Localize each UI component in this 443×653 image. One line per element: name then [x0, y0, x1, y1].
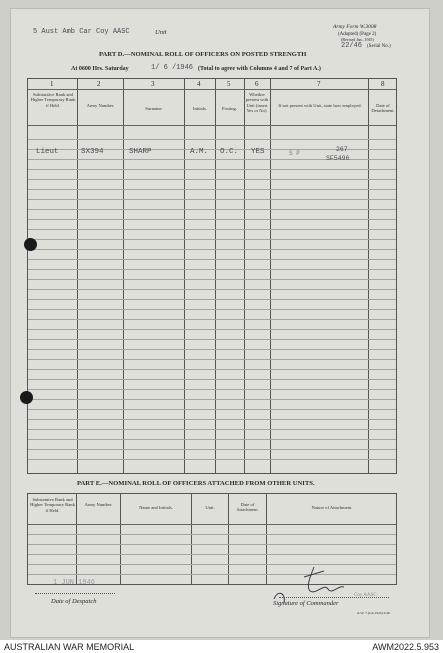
- e-col-header-name: Name and Initials.: [139, 505, 173, 510]
- date-stamp: 1 JUN 1946: [53, 579, 96, 587]
- form-sheet: [10, 8, 430, 638]
- e-col-header-army-number: Army Number.: [84, 502, 113, 507]
- cell-posting: O.C.: [220, 148, 239, 156]
- army-form-label: Army Form W.3008: [333, 24, 377, 30]
- archive-footer: [0, 640, 443, 653]
- col-num-3: 3: [151, 80, 155, 88]
- cell-rank: Lieut: [36, 148, 59, 156]
- archive-name: AUSTRALIAN WAR MEMORIAL: [4, 642, 135, 652]
- serial-number: 22/46: [341, 42, 363, 50]
- col-num-4: 4: [197, 80, 201, 88]
- col-header-army-number: Army Number.: [86, 103, 115, 108]
- col-header-rank: Substantive Rank and Higher Temporary Rank if Held.: [30, 92, 76, 108]
- part-e-title: PART E.—NOMINAL ROLL OF OFFICERS ATTACHED FROM OTHER UNITS.: [77, 480, 315, 487]
- col-header-employed: If not present with Unit, state how employed.: [278, 103, 362, 108]
- col-header-detachment: Date of Detachment.: [371, 103, 395, 114]
- despatch-line: [35, 593, 115, 594]
- e-col-header-nature: Nature of Attachment.: [311, 505, 353, 510]
- punch-hole-top: [24, 238, 37, 251]
- col-num-7: 7: [317, 80, 321, 88]
- part-d-title: PART D.—NOMINAL ROLL OF OFFICERS ON POSTED STRENGTH: [99, 51, 307, 58]
- cell-employed-mark: S P: [289, 150, 300, 157]
- e-col-header-rank: Substantive Rank and Higher Temporary Rank if Held.: [30, 497, 75, 513]
- archive-id: AWM2022.5.953: [372, 642, 439, 652]
- cell-army-number: SX394: [81, 148, 104, 156]
- roll-date: 1/ 6 /1946: [151, 64, 194, 72]
- e-col-header-unit: Unit.: [205, 505, 215, 510]
- col-num-6: 6: [255, 80, 259, 88]
- revised-label: (Revised Jan., 1945): [341, 37, 374, 42]
- col-header-posting: Posting.: [222, 106, 237, 111]
- date-of-despatch-label: Date of Despatch: [51, 598, 97, 605]
- punch-hole-bottom: [20, 391, 33, 404]
- total-note: (Total to agree with Columns 4 and 7 of Part A.): [198, 66, 321, 72]
- part-d-table: [27, 78, 397, 474]
- signature-line: [279, 597, 389, 598]
- e-col-header-attachment-date: Date of Attachment.: [236, 502, 259, 513]
- cell-initials: A.M.: [190, 148, 209, 156]
- printer-note: A.W. 7 (Jan.1945) 2/46: [357, 611, 390, 615]
- unit-stamp: Coy AASC: [354, 593, 377, 598]
- cell-present: YES: [251, 148, 265, 156]
- col-num-2: 2: [97, 80, 101, 88]
- col-header-present: Whether present with Unit (insert Yes or No).: [245, 92, 269, 114]
- at-hours-label: At 0600 Hrs. Saturday: [71, 66, 129, 72]
- cell-surname: SHARP: [129, 148, 152, 156]
- unit-label: Unit: [155, 29, 167, 36]
- signature-label: Signature of Commander: [273, 600, 339, 607]
- col-header-surname: Surname.: [145, 106, 163, 111]
- col-num-5: 5: [227, 80, 231, 88]
- cell-employed-1: 267: [336, 146, 348, 153]
- col-num-1: 1: [50, 80, 54, 88]
- serial-label: (Serial No.): [367, 44, 391, 49]
- unit-typed: 5 Aust Amb Car Coy AASC: [33, 28, 130, 36]
- col-header-initials: Initials.: [193, 106, 207, 111]
- cell-employed-2: SF5496: [326, 155, 350, 162]
- col-num-8: 8: [381, 80, 385, 88]
- adapted-label: (Adapted) (Page 2): [338, 32, 377, 37]
